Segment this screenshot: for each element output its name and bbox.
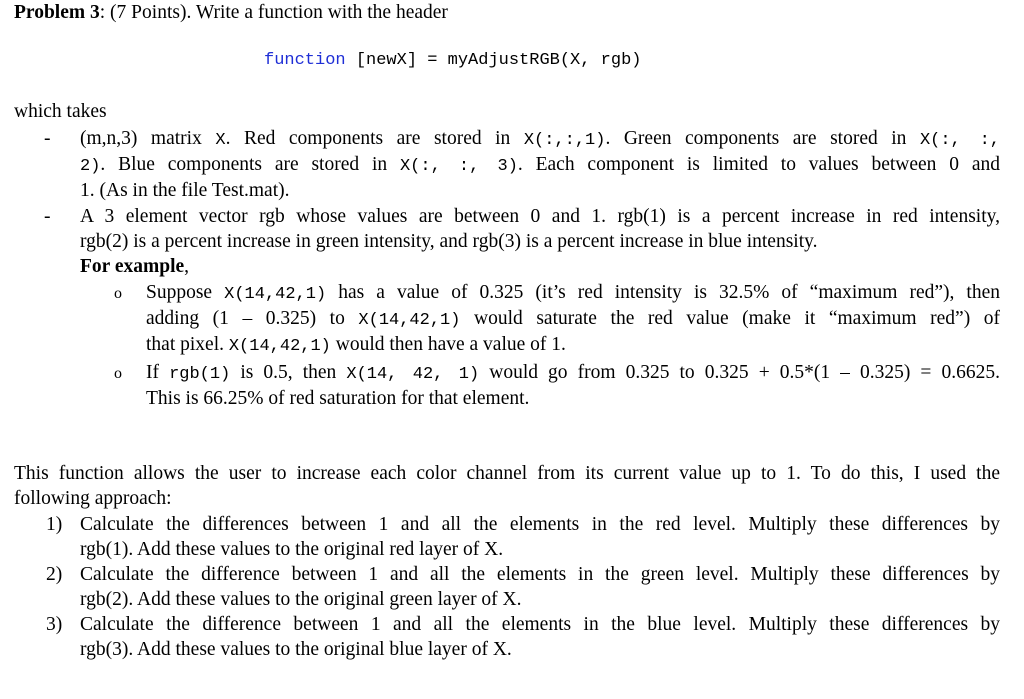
bullet2-line1: A 3 element vector rgb whose values are between 0 and 1. rgb(1) is a percent increase in red intensity, [80, 206, 1000, 227]
bullet1-text: (m,n,3) matrix [80, 128, 216, 149]
sub1-text: that pixel. [146, 334, 229, 355]
sub1-text: has a value of 0.325 (it’s red intensity is 32.5% of “maximum red”), then [326, 282, 1000, 303]
code-blue-slice: X(:, :, 3) [399, 157, 518, 176]
sub1-line3 [146, 333, 566, 359]
example-comma: , [184, 256, 190, 277]
step3-line2: rgb(3). Add these values to the original blue layer of X. [80, 639, 512, 660]
problem-points: : (7 Points). Write a function with the header [99, 2, 448, 23]
sub2-text: is 0.5, then [230, 362, 347, 383]
circle-marker: o [114, 365, 122, 382]
sub2-line2: This is 66.25% of red saturation for that element. [146, 388, 530, 409]
bullet-marker: - [44, 206, 51, 227]
bullet1-text: . Blue components are stored in [100, 154, 400, 175]
function-header-code [264, 49, 641, 73]
bullet1-text: . Red components are stored in [225, 128, 524, 149]
bullet-marker: - [44, 128, 51, 149]
step3-line1: Calculate the difference between 1 and all the elements in the blue level. Multiply these differences by [80, 614, 1000, 635]
sub2-text: If [146, 362, 170, 383]
approach-paragraph-line2: following approach: [14, 488, 172, 509]
code-pixel: X(14,42,1) [358, 311, 461, 330]
bullet1-text: . Green components are stored in [605, 128, 920, 149]
for-example-label [80, 255, 189, 279]
code-x: X [215, 131, 226, 150]
example-label: For example [80, 256, 185, 277]
sub1-line1 [146, 281, 1000, 307]
sub2-line1 [146, 361, 1000, 387]
code-red-slice: X(:,:,1) [523, 131, 606, 150]
bullet1-text: . Each component is limited to values between 0 and [517, 154, 1000, 175]
sub1-line2 [146, 307, 1000, 333]
function-signature: [newX] = myAdjustRGB(X, rgb) [345, 51, 642, 70]
bullet1-line1 [80, 127, 1000, 153]
sub1-text: Suppose [146, 282, 225, 303]
bullet1-line2 [80, 153, 1000, 179]
sub1-text: would then have a value of 1. [330, 334, 566, 355]
function-keyword: function [264, 51, 346, 70]
bullet1-line3: 1. (As in the file Test.mat). [80, 180, 290, 201]
code-pixel: X(14, 42, 1) [346, 365, 480, 384]
step1-line1: Calculate the differences between 1 and all the elements in the red level. Multiply these differences by [80, 514, 1000, 535]
code-pixel: X(14,42,1) [228, 337, 331, 356]
step1-line2: rgb(1). Add these values to the original red layer of X. [80, 539, 504, 560]
code-rgb: rgb(1) [169, 365, 231, 384]
step-number: 1) [46, 514, 63, 535]
problem-label: Problem 3 [14, 2, 100, 23]
code-pixel: X(14,42,1) [224, 285, 327, 304]
which-takes-text: which takes [14, 101, 107, 122]
step-number: 3) [46, 614, 63, 635]
step2-line2: rgb(2). Add these values to the original green layer of X. [80, 589, 522, 610]
circle-marker: o [114, 285, 122, 302]
step-number: 2) [46, 564, 63, 585]
bullet2-line2: rgb(2) is a percent increase in green intensity, and rgb(3) is a percent increase in blue intensity. [80, 231, 818, 252]
code-green-slice-end: 2) [80, 157, 101, 176]
sub1-text: would saturate the red value (make it “maximum red”) of [460, 308, 1000, 329]
step2-line1: Calculate the difference between 1 and all the elements in the green level. Multiply these differences by [80, 564, 1000, 585]
problem-heading [14, 1, 448, 25]
code-green-slice-start: X(:, :, [919, 131, 1000, 150]
sub1-text: adding (1 – 0.325) to [146, 308, 359, 329]
approach-paragraph-line1: This function allows the user to increase each color channel from its current value up to 1. To do this, I used the [14, 463, 1000, 484]
sub2-text: would go from 0.325 to 0.325 + 0.5*(1 – 0.325) = 0.6625. [479, 362, 1000, 383]
